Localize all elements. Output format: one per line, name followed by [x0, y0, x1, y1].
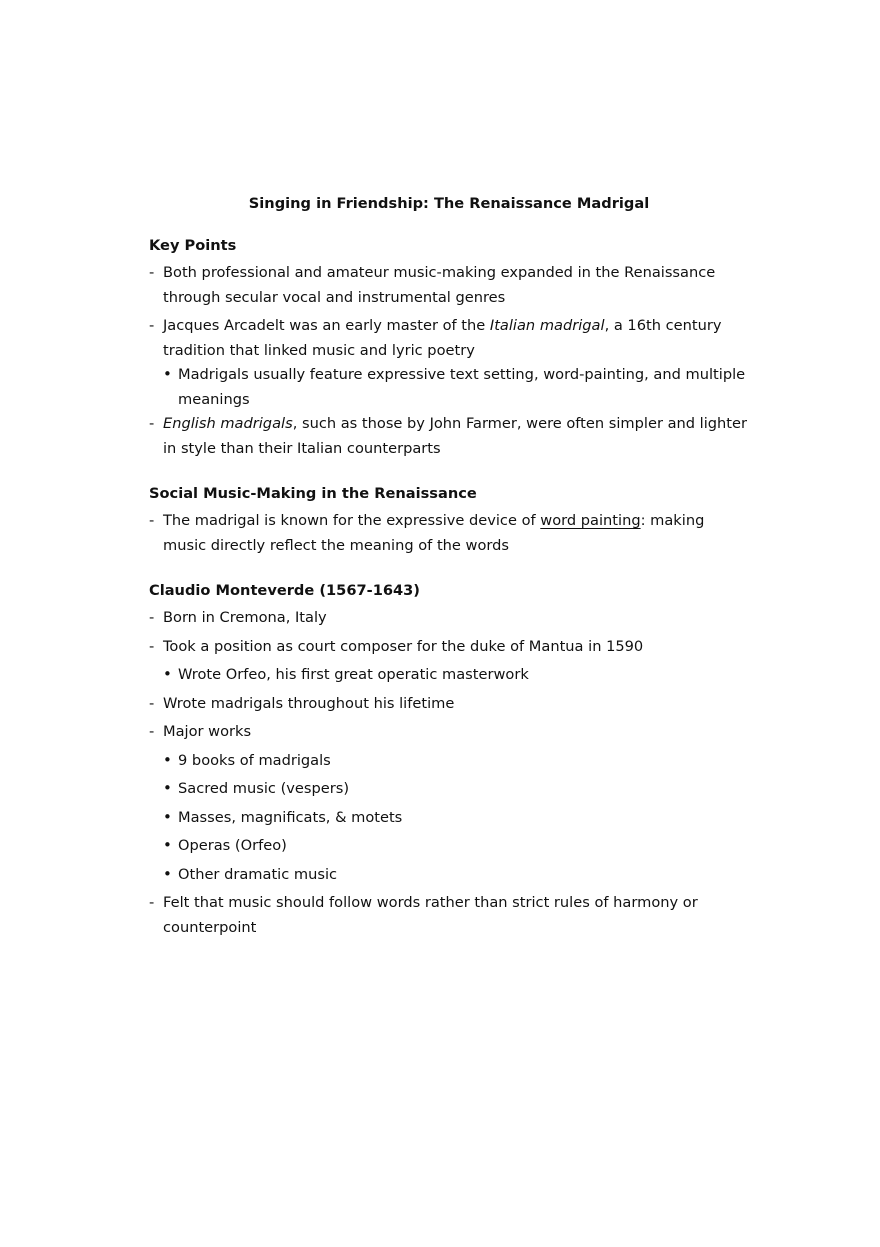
bullet-icon: • — [163, 864, 172, 883]
list-item — [149, 412, 749, 461]
bullet-icon: • — [163, 807, 172, 826]
list-item-text: Born in Cremona, Italy — [163, 609, 327, 626]
list-item — [149, 606, 749, 631]
list-item — [149, 635, 749, 660]
bullet-icon: • — [163, 750, 172, 769]
sub-item-text: 9 books of madrigals — [178, 751, 331, 769]
sub-list-item — [149, 749, 749, 774]
section-social-music-making — [149, 483, 749, 558]
sub-item-text: Madrigals usually feature expressive text setting, word-painting, and multiple meanings — [178, 366, 746, 408]
dash-marker: - — [149, 723, 155, 740]
bullet-icon: • — [163, 365, 172, 383]
dash-marker: - — [149, 415, 155, 432]
list-item — [149, 891, 749, 940]
list-item — [149, 314, 749, 363]
sub-list-item — [149, 834, 749, 859]
list-item — [149, 509, 749, 558]
bullet-icon: • — [163, 665, 172, 683]
list-item-text: Jacques Arcadelt was an early master of the — [163, 317, 490, 334]
list-item-text: Wrote madrigals throughout his lifetime — [163, 694, 455, 712]
sub-item-text: Sacred music (vespers) — [178, 780, 350, 797]
dash-marker: - — [149, 264, 155, 281]
dash-marker: - — [149, 694, 155, 712]
dash-marker: - — [149, 317, 155, 334]
dash-marker: - — [149, 637, 155, 655]
sub-item-text: Other dramatic music — [178, 865, 338, 883]
sub-item-text: Masses, magnificats, & motets — [178, 808, 403, 826]
sub-list-item — [149, 363, 749, 412]
list-item-text: Felt that music should follow words rather than strict rules of harmony or counterpoint — [163, 894, 698, 936]
italic-term: Italian madrigal — [489, 317, 605, 334]
bullet-icon: • — [163, 836, 172, 854]
section-monteverde — [149, 580, 749, 940]
dash-marker: - — [149, 894, 155, 911]
section-key-points — [149, 235, 749, 461]
list-item-text: Took a position as court composer for the duke of Mantua in 1590 — [163, 637, 644, 655]
list-item-text: Major works — [163, 723, 252, 740]
document-title: Singing in Friendship: The Renaissance Madrigal — [248, 195, 650, 212]
word-painting-term: word painting — [540, 512, 641, 529]
bullet-icon: • — [163, 779, 172, 797]
list-item — [149, 261, 749, 310]
sub-list-item — [149, 806, 749, 831]
list-item-text: : making music directly reflect the meaning of the words — [163, 512, 705, 554]
sub-list-item — [149, 777, 749, 802]
list-item-text: The madrigal is known for the expressive device of — [163, 512, 541, 529]
list-item-text: Both professional and amateur music-making expanded in the Renaissance through secular vocal and instrumental genres — [163, 264, 716, 306]
list-item — [149, 720, 749, 745]
sub-list-item — [149, 663, 749, 688]
list-item-text: , such as those by John Farmer, were often simpler and lighter in style than their Italian counterparts — [163, 415, 747, 457]
section-heading: Social Music-Making in the Renaissance — [149, 485, 477, 502]
document-page — [149, 193, 749, 940]
dash-marker: - — [149, 512, 155, 529]
list-item-text: , a 16th century tradition that linked music and lyric poetry — [163, 317, 722, 359]
sub-item-text: Wrote Orfeo, his first great operatic masterwork — [178, 666, 529, 683]
section-heading: Claudio Monteverde (1567-1643) — [149, 582, 420, 599]
section-heading: Key Points — [149, 237, 237, 254]
sub-item-text: Operas (Orfeo) — [178, 837, 287, 854]
sub-list-item — [149, 863, 749, 888]
dash-marker: - — [149, 609, 155, 626]
italic-term: English madrigals — [163, 415, 293, 432]
list-item — [149, 692, 749, 717]
